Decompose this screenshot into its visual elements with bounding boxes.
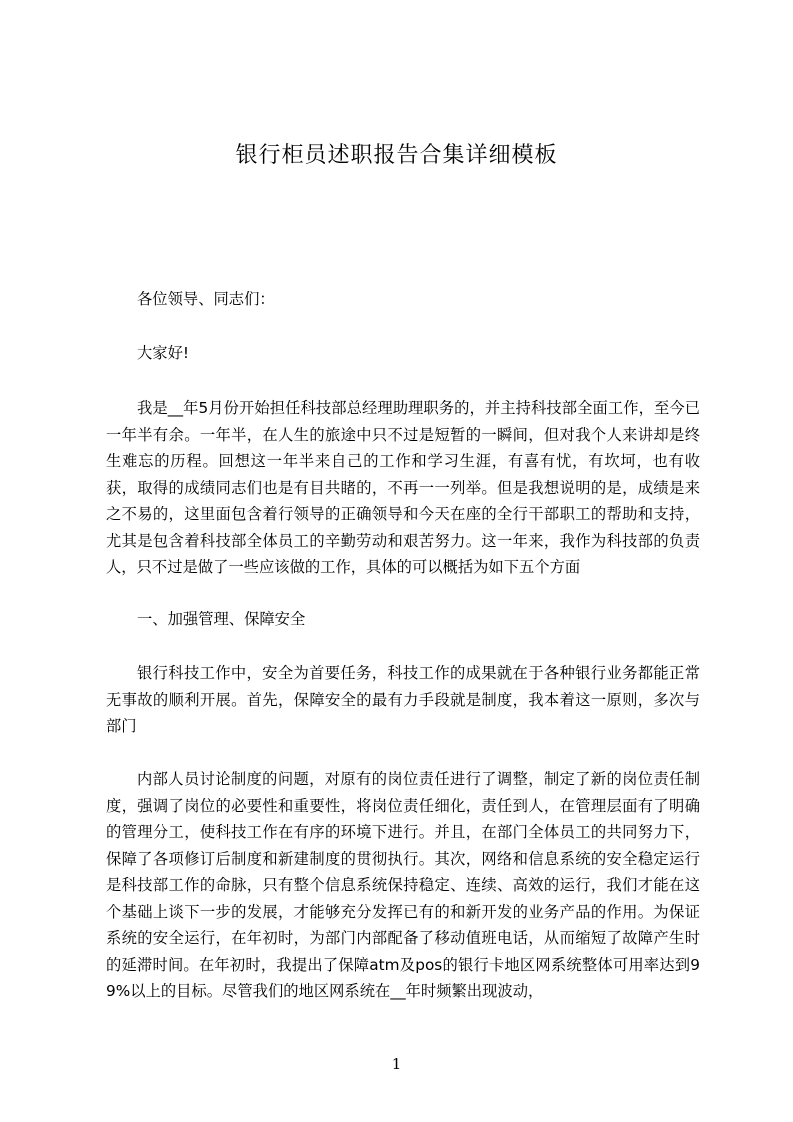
body-paragraph-safety: 银行科技工作中，安全为首要任务，科技工作的成果就在于各种银行业务都能正常无事故的顺利开展。首先，保障安全的最有力手段就是制度，我本着这一原则，多次与部门 bbox=[106, 664, 700, 735]
greeting: 大家好! bbox=[137, 344, 190, 362]
body-paragraph-intro: 我是__年5月份开始担任科技部总经理助理职务的，并主持科技部全面工作，至今已一年半有余。一年半，在人生的旅途中只不过是短暂的一瞬间，但对我个人来讲却是终生难忘的历程。回想这一年半来自己的工作和学习生涯，有喜有忧，有坎坷，也有收获，取得的成绩同志们也是有目共睹的，不再一一列举。但是我想说明的是，成绩是来之不易的，这里面包含着行领导的正确领导和今天在座的全行干部职工的帮助和支持，尤其是包含着科技部全体员工的辛勤劳动和艰苦努力。这一年来，我作为科技部的负责人，只不过是做了一些应该做的工作，具体的可以概括为如下五个方面 bbox=[106, 399, 700, 576]
section-heading-1: 一、加强管理、保障安全 bbox=[137, 610, 306, 628]
page-number: 1 bbox=[391, 1055, 402, 1073]
salutation: 各位领导、同志们： bbox=[137, 290, 275, 308]
document-title: 银行柜员述职报告合集详细模板 bbox=[235, 143, 558, 168]
body-paragraph-management: 内部人员讨论制度的问题，对原有的岗位责任进行了调整，制定了新的岗位责任制度，强调了岗位的必要性和重要性，将岗位责任细化，责任到人，在管理层面有了明确的管理分工，使科技工作在有序的环境下进行。并且，在部门全体员工的共同努力下，保障了各项修订后制度和新建制度的贯彻执行。其次，网络和信息系统的安全稳定运行是科技部工作的命脉，只有整个信息系统保持稳定、连续、高效的运行，我们才能在这个基础上谈下一步的发展，才能够充分发挥已有的和新开发的业务产品的作用。为保证系统的安全运行，在年初时，为部门内部配备了移动值班电话，从而缩短了故障产生时的延滞时间。在年初时，我提出了保障atm及pos的银行卡地区网系统整体可用率达到99%以上的目标。尽管我们的地区网系统在__年时频繁出现波动， bbox=[106, 770, 700, 1000]
